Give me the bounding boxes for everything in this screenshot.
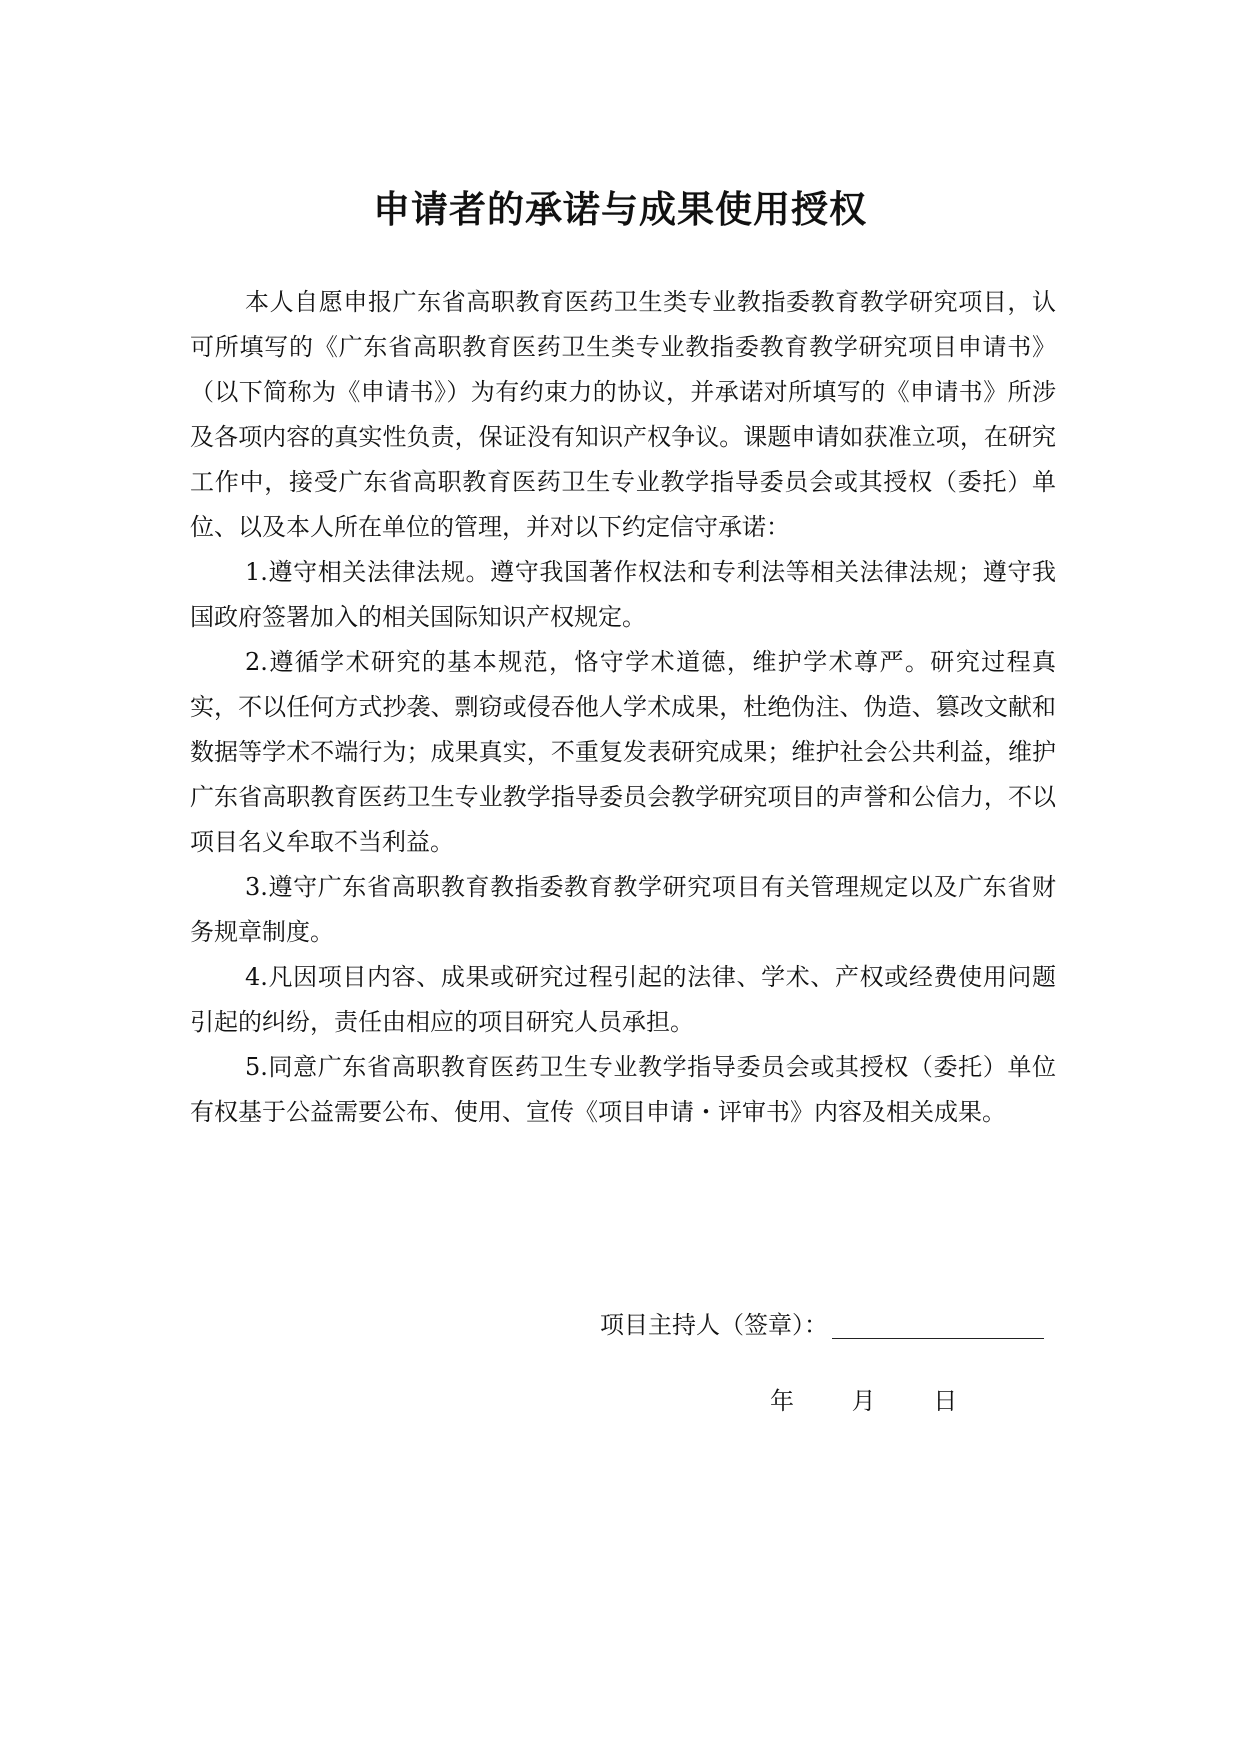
commitment-item-2: 2.遵循学术研究的基本规范，恪守学术道德，维护学术尊严。研究过程真实，不以任何方式抄袭、剽窃或侵吞他人学术成果，杜绝伪注、伪造、篡改文献和数据等学术不端行为；成果真实，不重复发表研究成果；维护社会公共利益，维护广东省高职教育医药卫生专业教学指导委员会教学研究项目的声誉和公信力，不以项目名义牟取不当利益。 — [190, 648, 1056, 856]
date-month-label: 月 — [851, 1387, 876, 1415]
commitment-item-3: 3.遵守广东省高职教育教指委教育教学研究项目有关管理规定以及广东省财务规章制度。 — [190, 873, 1056, 946]
date-row — [770, 1381, 957, 1421]
commitment-item-1: 1.遵守相关法律法规。遵守我国著作权法和专利法等相关法律法规；遵守我国政府签署加入的相关国际知识产权规定。 — [190, 558, 1056, 631]
date-day-label: 日 — [933, 1387, 958, 1415]
signature-label: 项目主持人（签章）： — [600, 1311, 828, 1339]
intro-paragraph: 本人自愿申报广东省高职教育医药卫生类专业教指委教育教学研究项目，认可所填写的《广东省高职教育医药卫生类专业教指委教育教学研究项目申请书》（以下简称为《申请书》）为有约束力的协议，并承诺对所填写的《申请书》所涉及各项内容的真实性负责，保证没有知识产权争议。课题申请如获准立项，在研究工作中，接受广东省高职教育医药卫生专业教学指导委员会或其授权（委托）单位、以及本人所在单位的管理，并对以下约定信守承诺： — [190, 288, 1056, 541]
signature-blank-line[interactable] — [832, 1312, 1044, 1339]
date-year-label: 年 — [770, 1387, 794, 1415]
commitment-item-4: 4.凡因项目内容、成果或研究过程引起的法律、学术、产权或经费使用问题引起的纠纷，责任由相应的项目研究人员承担。 — [190, 963, 1056, 1036]
page-title: 申请者的承诺与成果使用授权 — [373, 188, 867, 231]
signature-row — [600, 1305, 1060, 1345]
commitment-body — [190, 280, 1056, 1135]
commitment-item-5: 5.同意广东省高职教育医药卫生专业教学指导委员会或其授权（委托）单位有权基于公益需要公布、使用、宣传《项目申请・评审书》内容及相关成果。 — [190, 1053, 1056, 1126]
